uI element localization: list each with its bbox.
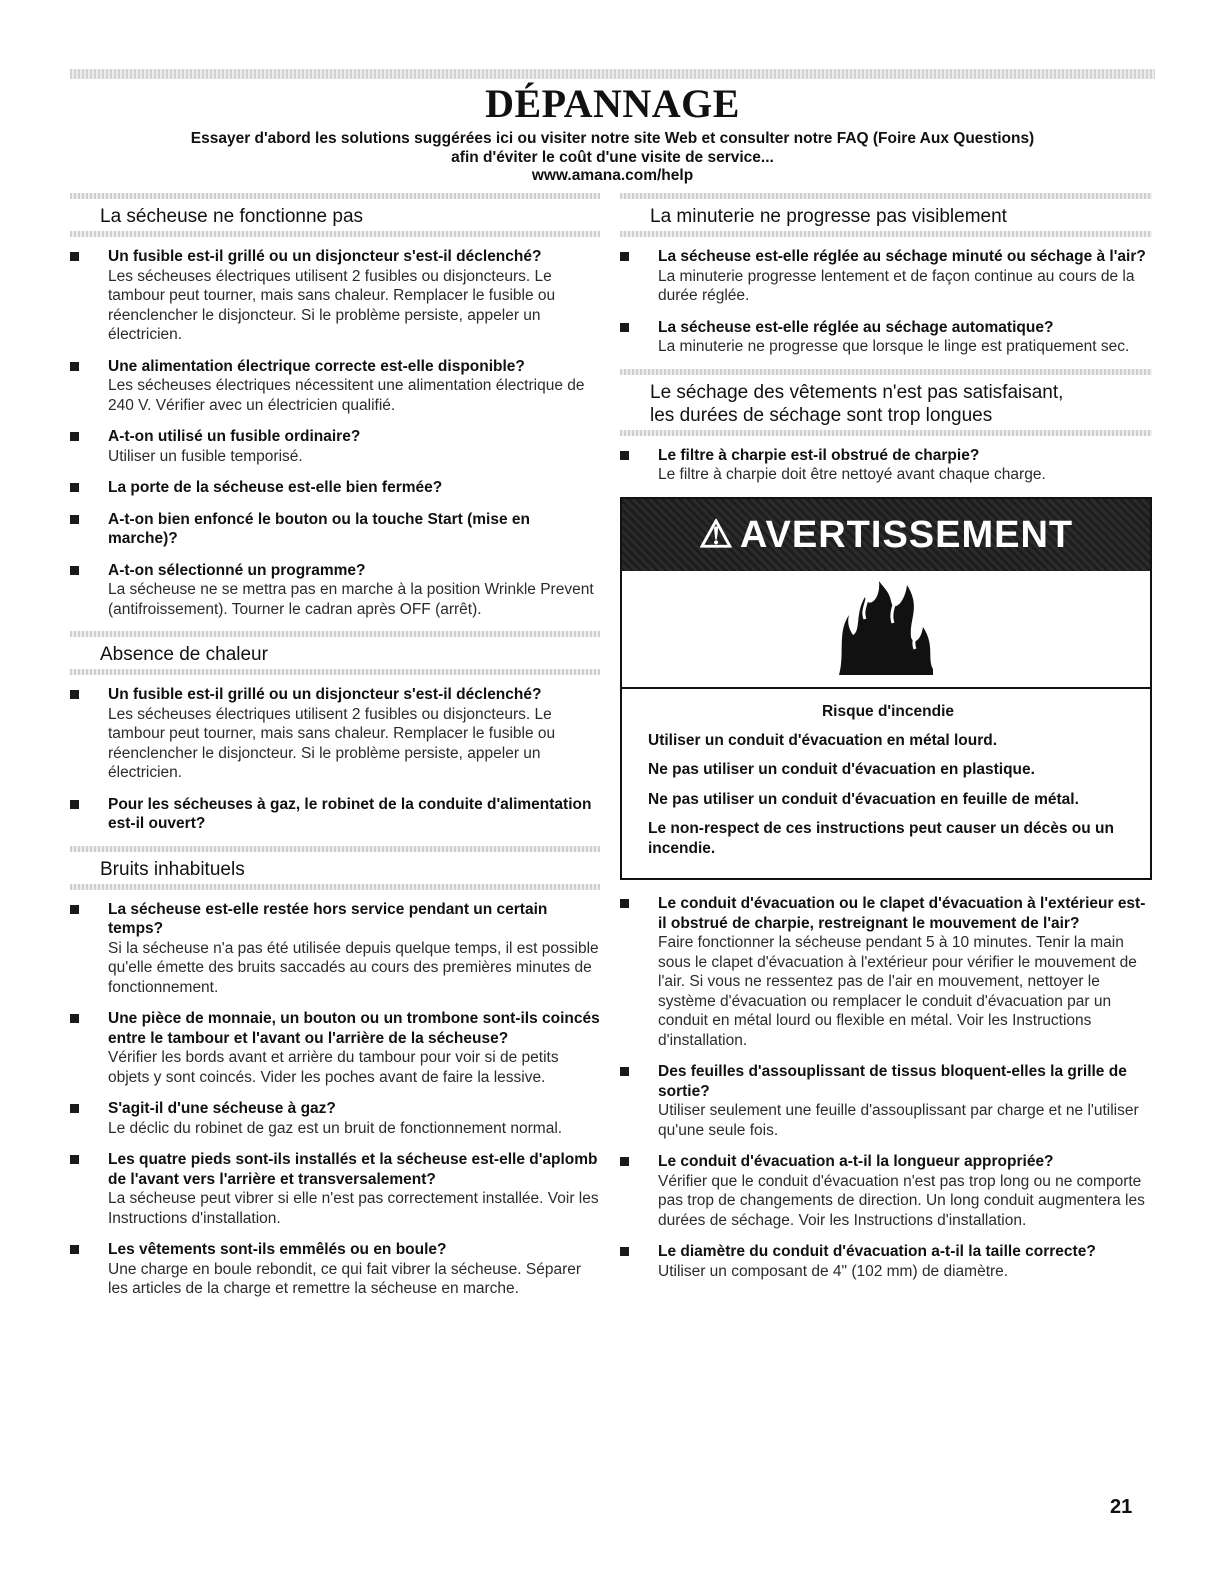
bullet-icon [70,362,79,371]
list-item [70,478,600,498]
section-heading: Bruits inhabituels [70,846,600,890]
bullet-icon [620,1157,629,1166]
warning-subtitle: Risque d'incendie [821,702,954,720]
answer: La minuterie ne progresse que lorsque le linge est pratiquement sec. [658,338,1130,355]
question: Les vêtements sont-ils emmêlés ou en boule? [108,1241,447,1258]
warning-box [620,497,1152,881]
question: Des feuilles d'assouplissant de tissus bloquent-elles la grille de sortie? [658,1063,1127,1100]
bullet-icon [70,1014,79,1023]
bullet-icon [70,432,79,441]
list-item [70,1009,600,1087]
question: A-t-on bien enfoncé le bouton ou la touche Start (mise en marche)? [108,510,530,547]
question: S'agit-il d'une sécheuse à gaz? [108,1100,336,1117]
question: La sécheuse est-elle restée hors service pendant un certain temps? [108,900,548,937]
top-rule [70,69,1155,79]
bullet-icon [620,899,629,908]
list-item [70,427,600,466]
answer: Utiliser seulement une feuille d'assouplissant par charge et ne l'utiliser qu'une seule fois. [658,1102,1139,1139]
list-item [70,1099,600,1138]
answer: Vérifier les bords avant et arrière du tambour pour voir si de petits objets y sont coincés. Vider les poches avant de faire la lessive. [108,1049,559,1086]
question: Le diamètre du conduit d'évacuation a-t-il la taille correcte? [658,1243,1096,1260]
bullet-icon [620,252,629,261]
intro-url: www.amana.com/help [531,167,694,184]
answer: Si la sécheuse n'a pas été utilisée depuis quelque temps, il est possible qu'elle émette des bruits saccadés au cours des premières minutes de fonctionnement. [108,939,599,996]
section-heading [620,369,1152,436]
answer: Les sécheuses électriques nécessitent une alimentation électrique de 240 V. Vérifier avec un électricien qualifié. [108,377,585,414]
question: Le conduit d'évacuation a-t-il la longueur appropriée? [658,1153,1054,1170]
section-heading: Absence de chaleur [70,631,600,675]
answer: Une charge en boule rebondit, ce qui fait vibrer la sécheuse. Séparer les articles de la charge et remettre la sécheuse en marche. [108,1260,582,1297]
section-heading: La sécheuse ne fonctionne pas [70,193,600,237]
list-item [620,247,1152,306]
list-item [70,247,600,345]
bullet-icon [620,1067,629,1076]
bullet-icon [620,1247,629,1256]
answer: Faire fonctionner la sécheuse pendant 5 à 10 minutes. Tenir la main sous le clapet d'évacuation à l'extérieur pour vérifier le mouvement de l'air. Si vous ne ressentez pas de l'air en mouvement, nettoyer le système d'évacuation ou remplacer le conduit d'évacuation par un conduit en métal lourd ou flexible en métal. Voir les Instructions d'installation. [658,934,1137,1049]
bullet-icon [70,483,79,492]
section-heading: La minuterie ne progresse pas visiblement [620,193,1152,237]
list-item [70,1240,600,1299]
question: La porte de la sécheuse est-elle bien fermée? [108,479,443,496]
question: La sécheuse est-elle réglée au séchage automatique? [658,318,1054,336]
list-item [70,357,600,416]
warning-header [622,499,1150,571]
warning-body [622,689,1150,879]
question: Un fusible est-il grillé ou un disjoncteur s'est-il déclenché? [108,248,542,265]
page-title: DÉPANNAGE [485,81,740,126]
bullet-icon [70,1155,79,1164]
intro-line: afin d'éviter le coût d'une visite de service... [451,148,774,166]
intro-text [100,130,1125,186]
question-list [620,237,1152,357]
bullet-icon [70,800,79,809]
list-item [70,561,600,620]
question: Pour les sécheuses à gaz, le robinet de la conduite d'alimentation est-il ouvert? [108,795,592,832]
list-item [70,900,600,998]
bullet-icon [70,1245,79,1254]
answer: Les sécheuses électriques utilisent 2 fusibles ou disjoncteurs. Le tambour peut tourner, mais sans chaleur. Remplacer le fusible ou réenclencher le disjoncteur. Si le problème persiste, appeler un électricien. [108,267,556,343]
list-item [620,318,1152,357]
answer: Utiliser un composant de 4" (102 mm) de diamètre. [658,1262,1009,1280]
warning-line: Le non-respect de ces instructions peut causer un décès ou un incendie. [648,820,1114,857]
list-item [70,795,600,834]
question: Les quatre pieds sont-ils installés et la sécheuse est-elle d'aplomb de l'avant vers l'arrière et transversalement? [108,1151,598,1188]
question-list [620,436,1152,485]
list-item [620,1152,1152,1230]
bullet-icon [620,451,629,460]
bullet-icon [70,690,79,699]
question: Le conduit d'évacuation ou le clapet d'évacuation à l'extérieur est-il obstrué de charpie, restreignant le mouvement de l'air? [658,895,1146,932]
bullet-icon [70,1104,79,1113]
answer: Vérifier que le conduit d'évacuation n'est pas trop long ou ne comporte pas trop de changements de direction. Un long conduit augmentera les durées de séchage. Voir les Instructions d'installation. [658,1172,1145,1229]
question: La sécheuse est-elle réglée au séchage minuté ou séchage à l'air? [658,248,1146,265]
bullet-icon [70,566,79,575]
warning-line: Utiliser un conduit d'évacuation en métal lourd. [648,731,998,749]
bullet-icon [70,252,79,261]
list-item [620,446,1152,485]
answer: Le filtre à charpie doit être nettoyé avant chaque charge. [658,466,1046,483]
list-item [620,1242,1152,1281]
question: A-t-on sélectionné un programme? [108,561,366,579]
page-number: 21 [1110,1496,1133,1518]
bullet-icon [70,905,79,914]
fire-hazard-icon [831,579,941,679]
list-item [70,510,600,549]
section-timer [620,193,1152,357]
list-item [620,894,1152,1050]
bullet-icon [70,515,79,524]
bullet-icon [620,323,629,332]
answer: La sécheuse ne se mettra pas en marche à la position Wrinkle Prevent (antifroissement). Tourner le cadran après OFF (arrêt). [108,581,594,618]
section-no-start [70,193,600,619]
section-drying [620,369,1152,1282]
question: Le filtre à charpie est-il obstrué de charpie? [658,446,980,464]
question-list [70,890,600,1299]
section-unusual-noise [70,846,600,1299]
warning-figure [622,571,1150,689]
answer: La minuterie progresse lentement et de façon continue au cours de la durée réglée. [658,267,1135,304]
question-list [70,237,600,619]
intro-line: Essayer d'abord les solutions suggérées ici ou visiter notre site Web et consulter notre FAQ (Foire Aux Questions) [190,130,1035,147]
section-no-heat [70,631,600,834]
right-column [620,193,1152,1293]
warning-line: Ne pas utiliser un conduit d'évacuation en feuille de métal. [648,790,1079,808]
question: Un fusible est-il grillé ou un disjoncteur s'est-il déclenché? [108,686,542,703]
question: Une pièce de monnaie, un bouton ou un trombone sont-ils coincés entre le tambour et l'avant ou l'arrière de la sécheuse? [108,1010,600,1047]
question-list [70,675,600,834]
question: A-t-on utilisé un fusible ordinaire? [108,428,361,445]
answer: Le déclic du robinet de gaz est un bruit de fonctionnement normal. [108,1119,563,1137]
list-item [620,1062,1152,1140]
list-item [70,1150,600,1228]
warning-title [699,515,1073,555]
warning-line: Ne pas utiliser un conduit d'évacuation en plastique. [648,761,1035,778]
answer: Les sécheuses électriques utilisent 2 fusibles ou disjoncteurs. Le tambour peut tourner, mais sans chaleur. Remplacer le fusible ou réenclencher le disjoncteur. Si le problème persiste, appeler un électricien. [108,705,556,781]
warning-triangle-icon: ⚠ [698,513,734,556]
heading-line: les durées de séchage sont trop longues [650,404,993,426]
warning-title-text: AVERTISSEMENT [739,513,1074,556]
list-item [70,685,600,783]
answer: Utiliser un fusible temporisé. [108,447,303,465]
question-list [620,894,1152,1281]
answer: La sécheuse peut vibrer si elle n'est pas correctement installée. Voir les Instructions d'installation. [108,1190,599,1227]
question: Une alimentation électrique correcte est-elle disponible? [108,357,525,375]
heading-line: Le séchage des vêtements n'est pas satisfaisant, [650,381,1064,403]
left-column [70,193,600,1311]
